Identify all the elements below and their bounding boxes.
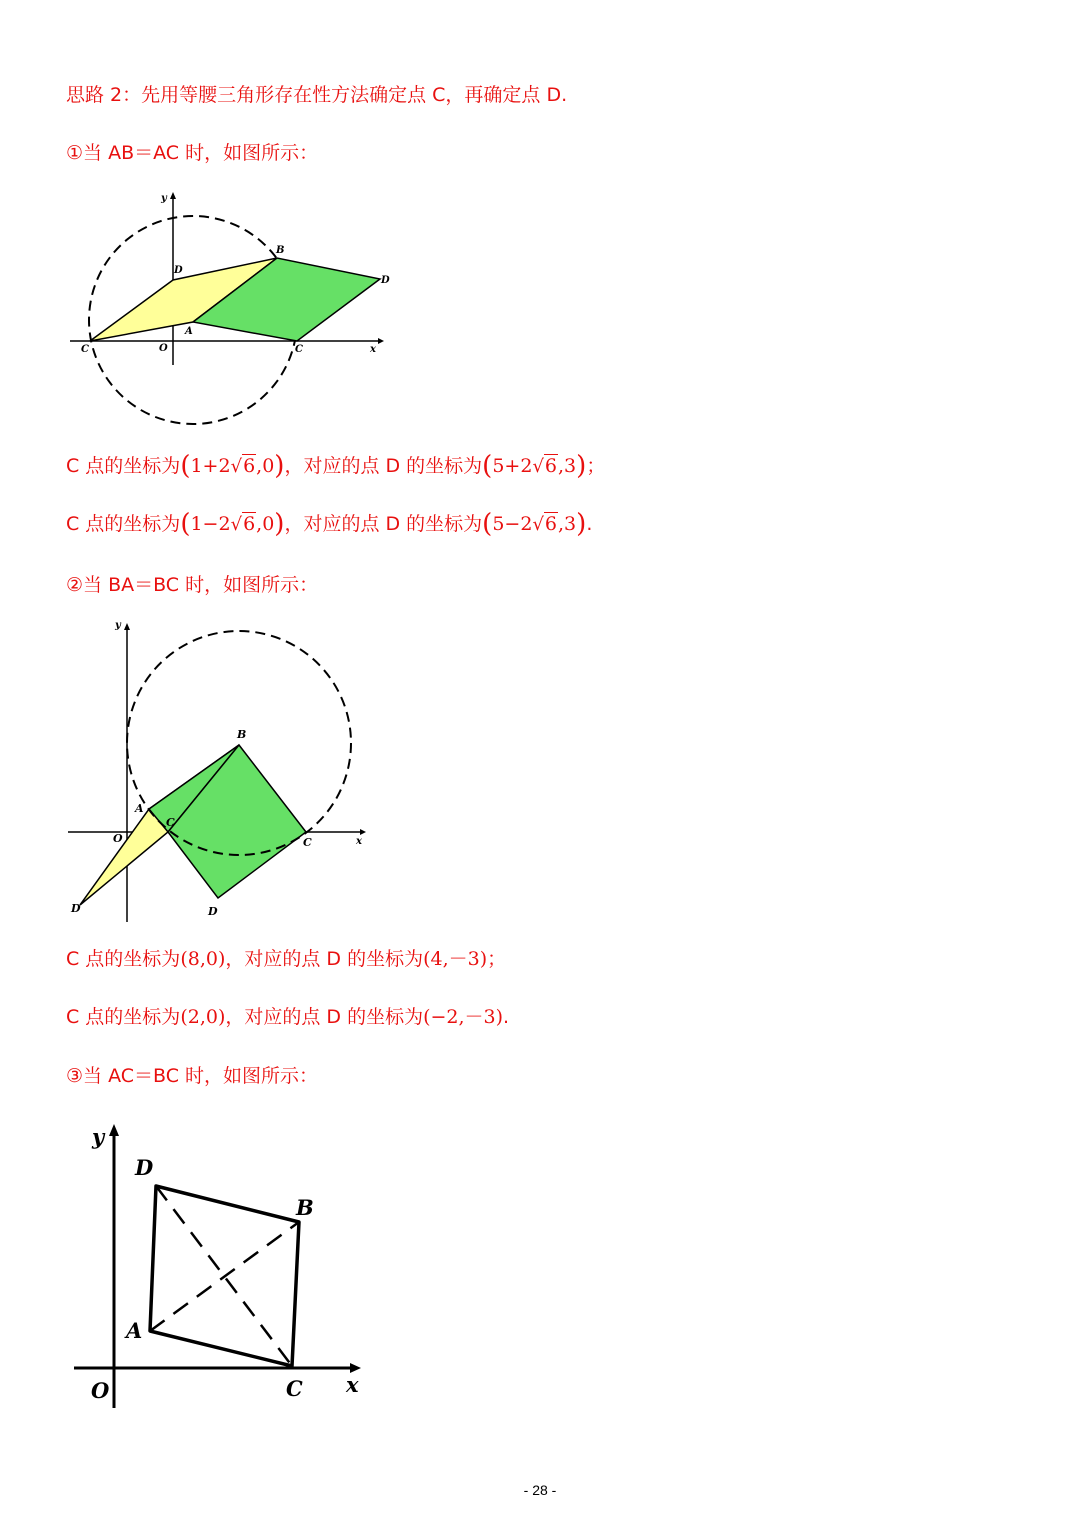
case1-line-b: C 点的坐标为(1−2√6,0)，对应的点 D 的坐标为(5−2√6,3). bbox=[66, 509, 593, 539]
fig1-label-b: B bbox=[276, 245, 285, 256]
case1-line-a: C 点的坐标为(1+2√6,0)，对应的点 D 的坐标为(5+2√6,3)； bbox=[66, 451, 606, 481]
fig1-y-arrow bbox=[170, 192, 176, 199]
case2-heading: ②当 BA＝BC 时，如图所示： bbox=[66, 574, 319, 596]
fig1-label-c-left: C bbox=[81, 344, 89, 355]
fig2-y-arrow bbox=[124, 623, 130, 630]
fig2-label-d-left: D bbox=[71, 902, 81, 915]
fig3-label-x: x bbox=[346, 1372, 359, 1397]
fig2-label-c-mid: C bbox=[166, 816, 175, 829]
case2-line-a: C 点的坐标为(8,0)，对应的点 D 的坐标为(4,－3)； bbox=[66, 948, 507, 970]
fig2-label-d-bottom: D bbox=[208, 905, 218, 918]
fig3-label-a: A bbox=[126, 1318, 143, 1343]
fig2-label-o: O bbox=[113, 832, 123, 845]
fig1-x-arrow bbox=[378, 338, 384, 344]
fig1-label-y: y bbox=[161, 193, 167, 204]
fig2-label-a: A bbox=[135, 802, 144, 815]
fig1-label-d-left: D bbox=[174, 265, 183, 276]
case2-line-b: C 点的坐标为(2,0)，对应的点 D 的坐标为(−2,－3). bbox=[66, 1006, 510, 1028]
fig3-label-b: B bbox=[296, 1195, 314, 1220]
fig2-x-arrow bbox=[360, 829, 366, 835]
figure-2 bbox=[60, 612, 380, 927]
fig1-label-a: A bbox=[185, 326, 193, 337]
thought-heading: 思路 2：先用等腰三角形存在性方法确定点 C，再确定点 D. bbox=[66, 84, 568, 106]
fig2-label-b: B bbox=[237, 728, 247, 741]
fig2-label-c-right: C bbox=[303, 836, 312, 849]
figure-3 bbox=[70, 1120, 370, 1415]
fig3-label-c: C bbox=[286, 1376, 303, 1401]
case1-heading: ①当 AB＝AC 时，如图所示： bbox=[66, 142, 319, 164]
fig2-label-x: x bbox=[356, 836, 362, 847]
fig1-label-d-right: D bbox=[381, 275, 390, 286]
fig3-diagonal-ab bbox=[150, 1222, 299, 1331]
fig3-y-arrow bbox=[109, 1124, 119, 1136]
fig1-label-x: x bbox=[370, 344, 376, 355]
case3-heading: ③当 AC＝BC 时，如图所示： bbox=[66, 1065, 319, 1087]
fig3-label-y: y bbox=[92, 1124, 105, 1149]
fig3-label-d: D bbox=[135, 1155, 154, 1180]
page-number: - 28 - bbox=[523, 1482, 557, 1498]
fig1-label-o: O bbox=[159, 343, 168, 354]
fig2-green-square bbox=[168, 745, 306, 898]
fig2-label-y: y bbox=[115, 620, 121, 631]
fig3-label-o: O bbox=[91, 1378, 110, 1403]
fig1-label-c-right: C bbox=[295, 344, 303, 355]
figure-1 bbox=[60, 185, 400, 435]
